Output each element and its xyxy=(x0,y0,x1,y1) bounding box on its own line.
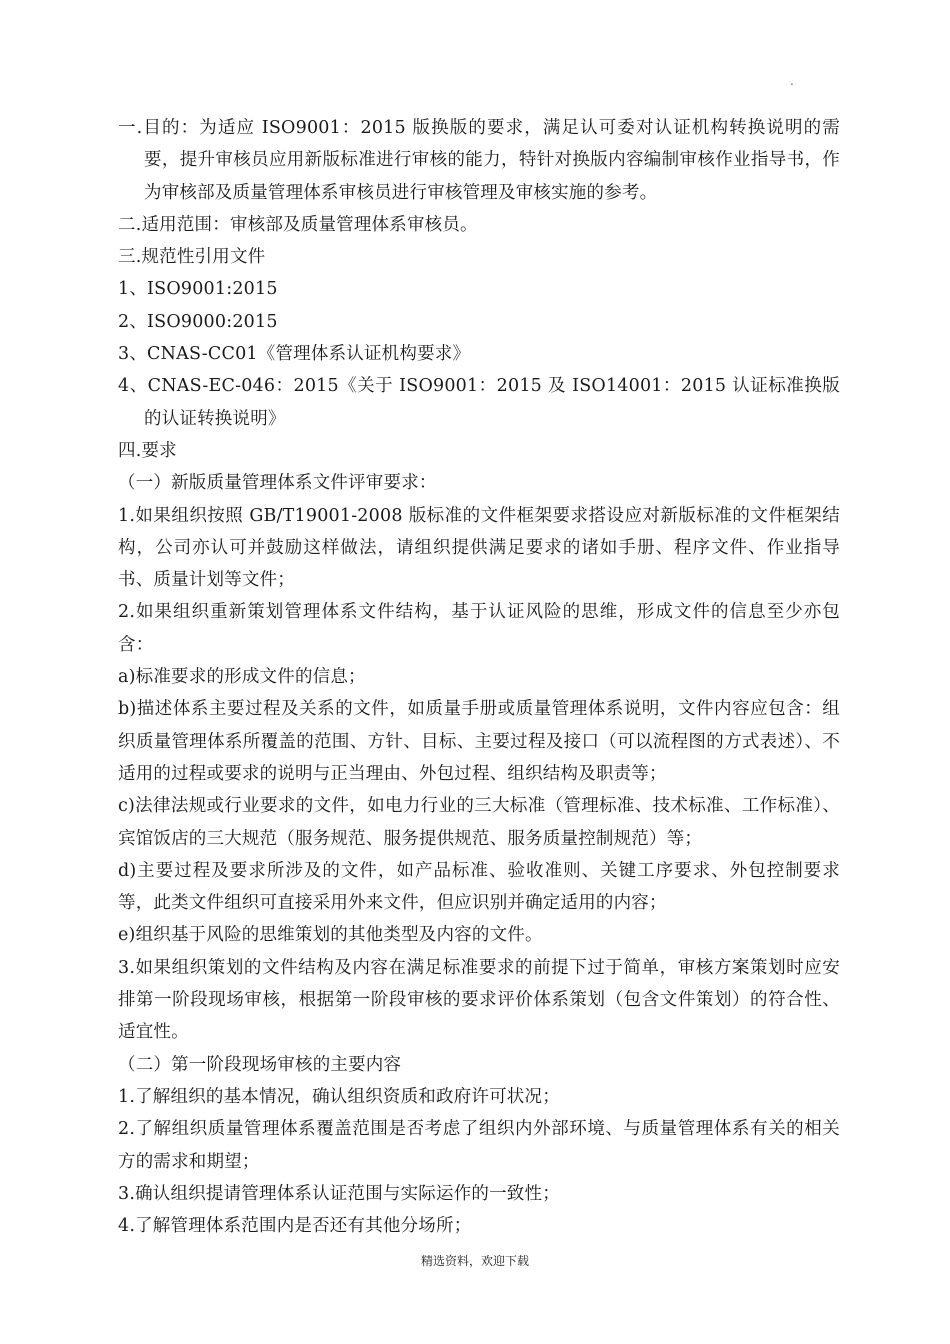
section-references-heading: 三.规范性引用文件 xyxy=(118,247,266,268)
subsection-heading: （一）新版质量管理体系文件评审要求： xyxy=(118,473,437,494)
list-item: e)组织基于风险的思维策划的其他类型及内容的文件。 xyxy=(118,925,543,946)
subsection-heading: （二）第一阶段现场审核的主要内容 xyxy=(118,1054,402,1075)
list-item: b)描述体系主要过程及关系的文件，如质量手册或质量管理体系说明，文件内容应包含：组织质量管理体系所覆盖的范围、方针、目标、主要过程及接口（可以流程图的方式表述）、不适用的过程或要求的说明与正当理由、外包过程、组织结构及职责等； xyxy=(118,699,840,784)
section-requirements-heading: 四.要求 xyxy=(118,440,177,461)
section-scope: 二.适用范围：审核部及质量管理体系审核员。 xyxy=(118,214,478,235)
paragraph: 2.了解组织质量管理体系覆盖范围是否考虑了组织内外部环境、与质量管理体系有关的相关方的需求和期望； xyxy=(118,1119,840,1172)
paragraph: 3.确认组织提请管理体系认证范围与实际运作的一致性； xyxy=(118,1183,560,1204)
reference-item: 1、ISO9001:2015 xyxy=(118,279,278,300)
list-item: d)主要过程及要求所涉及的文件，如产品标准、验收准则、关键工序要求、外包控制要求等，此类文件组织可直接采用外来文件，但应识别并确定适用的内容； xyxy=(118,860,840,914)
reference-item: 3、CNAS-CC01《管理体系认证机构要求》 xyxy=(118,344,471,365)
paragraph: 1.了解组织的基本情况，确认组织资质和政府许可状况； xyxy=(118,1086,560,1107)
paragraph: 3.如果组织策划的文件结构及内容在满足标准要求的前提下过于简单，审核方案策划时应安排第一阶段现场审核，根据第一阶段审核的要求评价体系策划（包含文件策划）的符合性、适宜性。 xyxy=(118,957,840,1043)
page-footer: 精选资料，欢迎下载 xyxy=(420,1254,529,1268)
document-body xyxy=(118,112,840,1242)
reference-item: 2、ISO9000:2015 xyxy=(118,311,278,332)
list-item: c)法律法规或行业要求的文件，如电力行业的三大标准（管理标准、技术标准、工作标准）、宾馆饭店的三大规范（服务规范、服务提供规范、服务质量控制规范）等； xyxy=(118,796,840,849)
paragraph: 1.如果组织按照 GB/T19001-2008 版标准的文件框架要求搭设应对新版标准的文件框架结构，公司亦认可并鼓励这样做法，请组织提供满足要求的诸如手册、程序文件、作业指导书、质量计划等文件； xyxy=(118,505,840,591)
header-mark: . xyxy=(790,74,794,88)
paragraph: 4.了解管理体系范围内是否还有其他分场所； xyxy=(118,1216,472,1237)
paragraph: 2.如果组织重新策划管理体系文件结构，基于认证风险的思维，形成文件的信息至少亦包含： xyxy=(118,602,840,655)
list-item: a)标准要求的形成文件的信息； xyxy=(118,667,366,688)
reference-item: 4、CNAS-EC-046：2015《关于 ISO9001：2015 及 ISO14001：2015 认证标准换版的认证转换说明》 xyxy=(118,376,840,429)
section-purpose: 一.目的：为适应 ISO9001：2015 版换版的要求，满足认可委对认证机构转换说明的需要，提升审核员应用新版标准进行审核的能力，特针对换版内容编制审核作业指导书，作为审核部及质量管理体系审核员进行审核管理及审核实施的参考。 xyxy=(118,118,840,203)
